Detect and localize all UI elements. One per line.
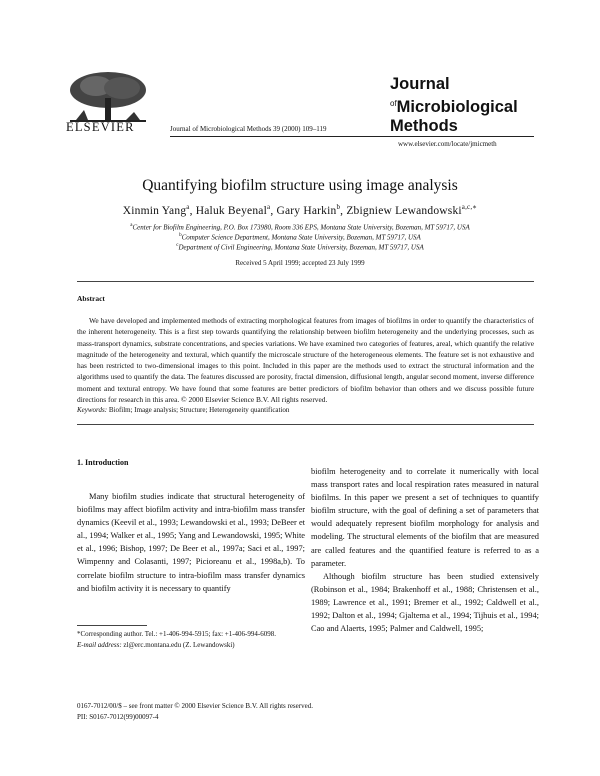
journal-title-of: of	[390, 99, 397, 108]
author-list: Xinmin Yang$^a$, Haluk Beyenal$^a$, Gary Harkin$^b$, Zbigniew Lewandowski$^{a,c,∗}$	[122, 203, 478, 217]
affiliation	[0, 223, 600, 231]
author-name: Xinmin Yang	[122, 204, 187, 217]
header-rule	[170, 136, 534, 137]
abstract-body: We have developed and implemented methods of extracting morphological features from images of biofilms in order to quantify the characteristics of the inherent heterogeneity. This is a first step towards quantifying the relationship between biofilm heterogeneity and the underlying processes, such as mass-transport dynamics, substrate concentrations, and species variations. We have examined two categories of features, areal, which quantify the relative magnitude of the heterogeneity and textural, which quantify the microscale structure of the heterogeneous elements. The feature set is not exhaustive and has been restricted to two-dimensional images to this point. Included in this paper are the methods used to extract the structural information and the algorithms used to quantify the data. The features discussed are porosity, fractal dimension, diffusional length, angular second moment, inverse difference moment and textural entropy. We have found that some features are better predictors of biofilm behavior than others and we discuss possible future directions for research in this area. © 2000 Elsevier Science B.V. All rights reserved.	[77, 316, 534, 405]
journal-title-line2: Microbiological	[396, 98, 518, 116]
journal-url[interactable]: www.elsevier.com/locate/jmicmeth	[398, 140, 497, 148]
keywords-label: Keywords:	[77, 406, 108, 414]
journal-title-line1: Journal	[390, 75, 450, 93]
intro-column-right	[311, 465, 539, 635]
affiliation-sup: c	[176, 243, 179, 248]
intro-paragraph: Although biofilm structure has been studied extensively (Robinson et al., 1984; Brakenhoff et al., 1988; Christensen et al., 1989; Lawrence et al., 1991; Bremer et al., 1992; Caldwell et al., 1992; Dalton et al., 1994; Gjaltema et al., 1994; Tijhuis et al., 1994; Cao and Alaerts, 1995; Palmer and Caldwell, 1995;	[311, 571, 539, 634]
section-heading: 1. Introduction	[77, 458, 129, 467]
author-name: Zbigniew Lewandowski	[346, 204, 462, 217]
affiliation	[0, 233, 600, 241]
front-matter-info	[77, 701, 313, 723]
author-name: Gary Harkin	[276, 204, 337, 217]
affiliation-text: Computer Science Department, Montana State University, Bozeman, MT 59717, USA	[181, 233, 421, 242]
copyright-line: 0167-7012/00/$ – see front matter © 2000 Elsevier Science B.V. All rights reserved.	[77, 702, 313, 710]
author-sup: a,c,∗	[461, 203, 478, 211]
affiliation-sup: a	[130, 223, 133, 228]
author-sup: b	[336, 203, 341, 211]
email-address[interactable]: zl@erc.montana.edu (Z. Lewandowski)	[123, 640, 235, 649]
footnote	[77, 629, 305, 650]
affiliation-text: Department of Civil Engineering, Montana State University, Bozeman, MT 59717, USA	[178, 243, 424, 252]
journal-title-line3: Methods	[390, 117, 458, 135]
publisher-name: ELSEVIER	[66, 120, 135, 134]
journal-reference: Journal of Microbiological Methods 39 (2000) 109–119	[170, 125, 327, 133]
intro-column-left: Many biofilm studies indicate that structural heterogeneity of biofilms may affect biofilm activity and intra-biofilm mass transfer dynamics (Keevil et al., 1993; Lewandowski et al., 1993; DeBeer et al., 1994; Walker et al., 1995; Yang and Lewandowski, 1995; White et al., 1996; Bishop, 1997; De Beer et al., 1997a; Saci et al., 1997; Wimpenny and Colasanti, 1997; Picioreanu et al., 1998a,b). To correlate biofilm structure to intra-biofilm mass transfer dynamics and biofilm activity it is necessary to quantify	[77, 492, 305, 593]
author-sup: a	[267, 203, 271, 211]
author-sup: a	[186, 203, 190, 211]
keywords-list: Biofilm; Image analysis; Structure; Heterogeneity quantification	[108, 406, 290, 414]
affiliation-text: Center for Biofilm Engineering, P.O. Box 173980, Room 336 EPS, Montana State University, Bozeman, MT 59717, USA	[132, 223, 470, 232]
keywords	[77, 406, 289, 414]
affiliation	[0, 243, 600, 251]
email-label: E-mail address:	[77, 640, 122, 649]
abstract-bottom-rule	[77, 424, 534, 425]
abstract-heading: Abstract	[77, 294, 105, 303]
affiliation-sup: b	[179, 233, 182, 238]
corresponding-author: *Corresponding author. Tel.: +1-406-994-5915; fax: +1-406-994-6098.	[77, 630, 276, 638]
received-dates: Received 5 April 1999; accepted 23 July 1999	[235, 259, 365, 267]
abstract-top-rule	[77, 281, 534, 282]
journal-title	[390, 75, 518, 136]
author-name: Haluk Beyenal	[195, 204, 267, 217]
footnote-rule	[77, 625, 147, 626]
article-title: Quantifying biofilm structure using image analysis	[142, 177, 458, 194]
intro-paragraph: biofilm heterogeneity and to correlate it numerically with local mass transport rates and local respiration rates measured in natural biofilms. In this paper we present a set of techniques to quantify biofilm structure, with the goal of defining a set of parameters that would adequately represent biofilm morphology for analysis and modeling. The structural elements of the biofilm that are measured are called features and the quantified feature is referred to as a parameter.	[311, 467, 539, 568]
pii-line: PII: S0167-7012(99)00097-4	[77, 713, 159, 721]
